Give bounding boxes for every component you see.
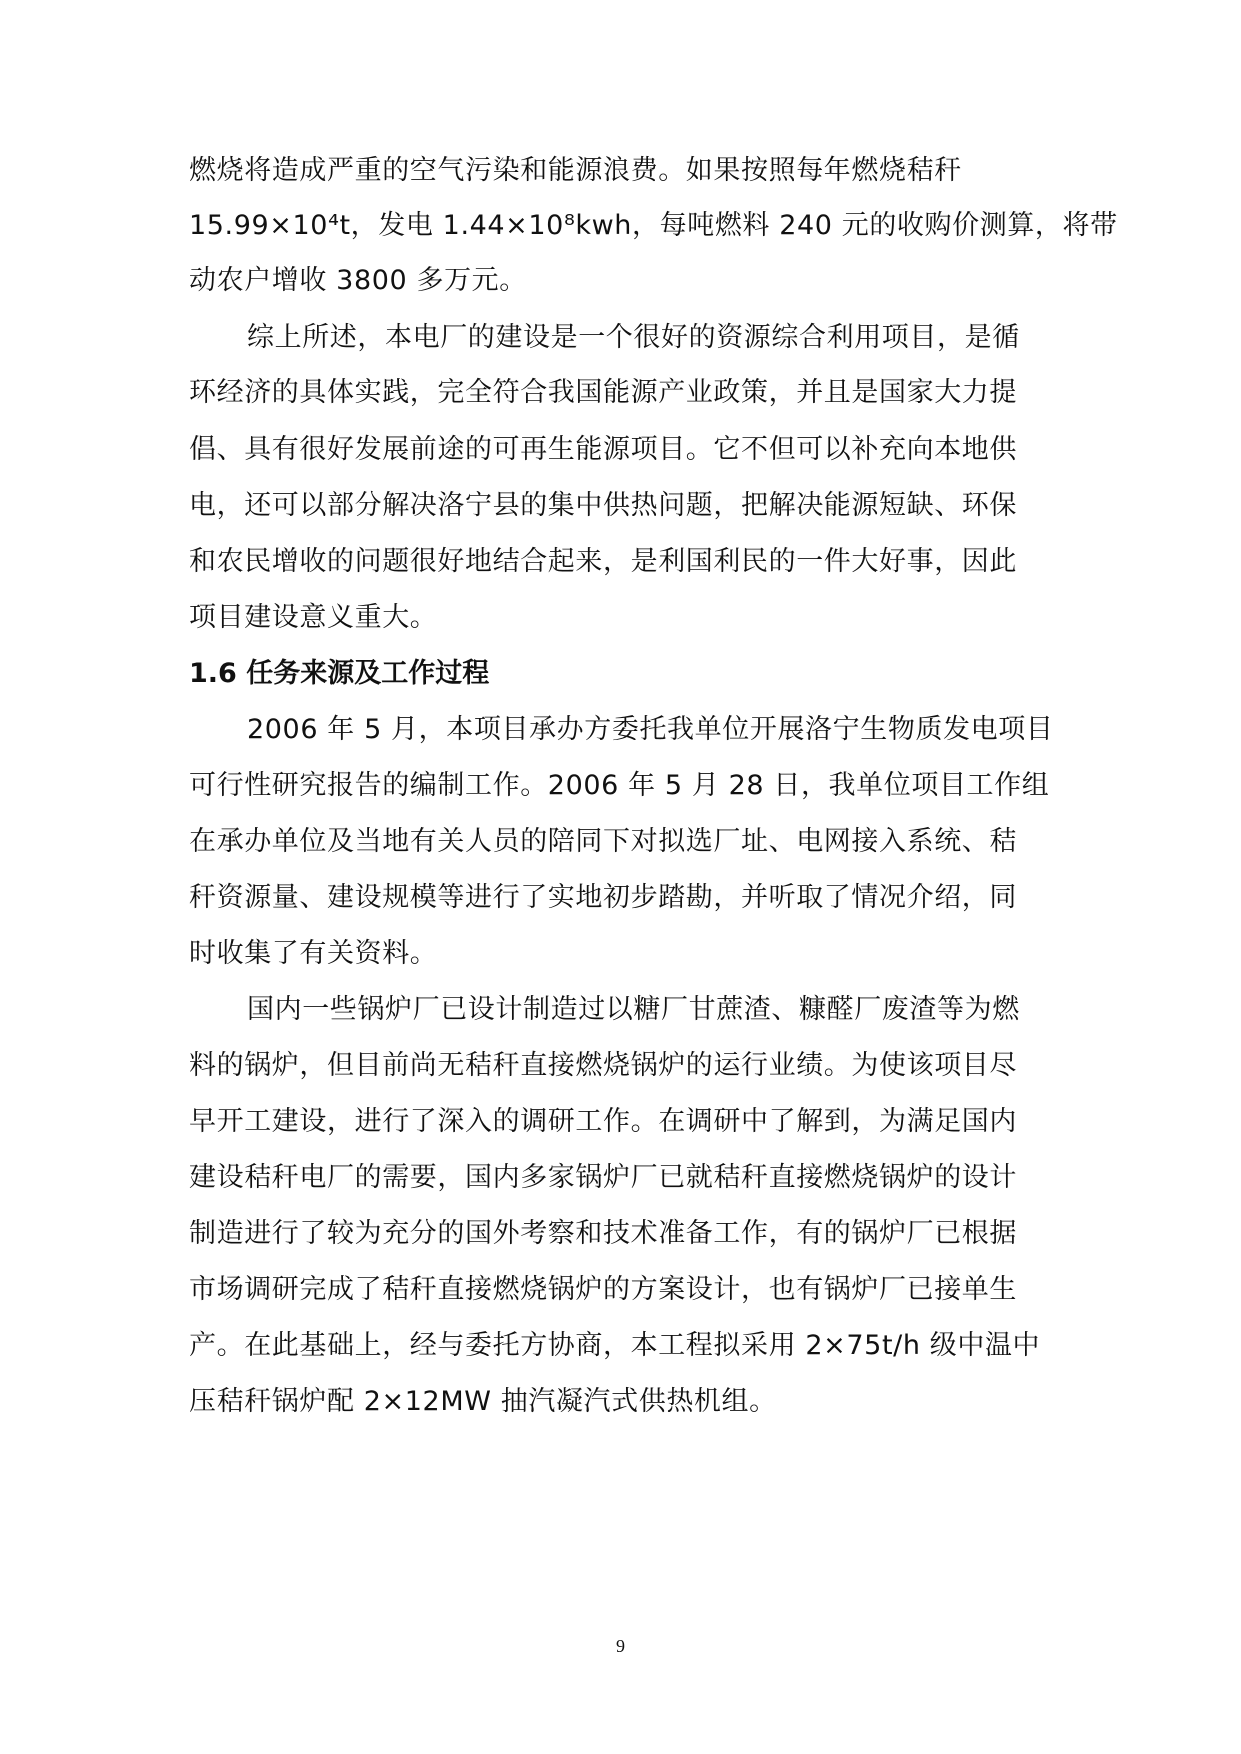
text-line: 市场调研完成了秸秆直接燃烧锅炉的方案设计，也有锅炉厂已接单生 bbox=[189, 1274, 1017, 1305]
page-number: 9 bbox=[616, 1636, 625, 1656]
text-line: 动农户增收 3800 多万元。 bbox=[189, 265, 527, 296]
text-line: 燃烧将造成严重的空气污染和能源浪费。如果按照每年燃烧秸秆 bbox=[189, 155, 962, 186]
text-line: 综上所述，本电厂的建设是一个很好的资源综合利用项目，是循 bbox=[247, 322, 1020, 353]
text-line: 项目建设意义重大。 bbox=[189, 602, 438, 633]
text-line: 时收集了有关资料。 bbox=[189, 938, 438, 969]
text-line: 制造进行了较为充分的国外考察和技术准备工作，有的锅炉厂已根据 bbox=[189, 1218, 1017, 1249]
section-heading: 1.6 任务来源及工作过程 bbox=[189, 658, 490, 689]
text-line: 可行性研究报告的编制工作。2006 年 5 月 28 日，我单位项目工作组 bbox=[189, 770, 1050, 801]
text-line: 在承办单位及当地有关人员的陪同下对拟选厂址、电网接入系统、秸 bbox=[189, 826, 1017, 857]
text-line: 产。在此基础上，经与委托方协商，本工程拟采用 2×75t/h 级中温中 bbox=[189, 1330, 1041, 1361]
text-line: 环经济的具体实践，完全符合我国能源产业政策，并且是国家大力提 bbox=[189, 377, 1017, 408]
text-line: 电，还可以部分解决洛宁县的集中供热问题，把解决能源短缺、环保 bbox=[189, 490, 1017, 521]
text-line: 料的锅炉，但目前尚无秸秆直接燃烧锅炉的运行业绩。为使该项目尽 bbox=[189, 1050, 1017, 1081]
text-line: 15.99×10⁴t，发电 1.44×10⁸kwh，每吨燃料 240 元的收购价测算，将带 bbox=[189, 210, 1118, 241]
text-line: 国内一些锅炉厂已设计制造过以糖厂甘蔗渣、糠醛厂废渣等为燃 bbox=[247, 994, 1020, 1025]
text-line: 2006 年 5 月，本项目承办方委托我单位开展洛宁生物质发电项目 bbox=[247, 714, 1054, 745]
text-line: 秆资源量、建设规模等进行了实地初步踏勘，并听取了情况介绍，同 bbox=[189, 882, 1017, 913]
text-line: 早开工建设，进行了深入的调研工作。在调研中了解到，为满足国内 bbox=[189, 1106, 1017, 1137]
text-line: 建设秸秆电厂的需要，国内多家锅炉厂已就秸秆直接燃烧锅炉的设计 bbox=[189, 1162, 1017, 1193]
text-line: 和农民增收的问题很好地结合起来，是利国利民的一件大好事，因此 bbox=[189, 546, 1017, 577]
text-line: 压秸秆锅炉配 2×12MW 抽汽凝汽式供热机组。 bbox=[189, 1386, 777, 1417]
text-line: 倡、具有很好发展前途的可再生能源项目。它不但可以补充向本地供 bbox=[189, 434, 1017, 465]
